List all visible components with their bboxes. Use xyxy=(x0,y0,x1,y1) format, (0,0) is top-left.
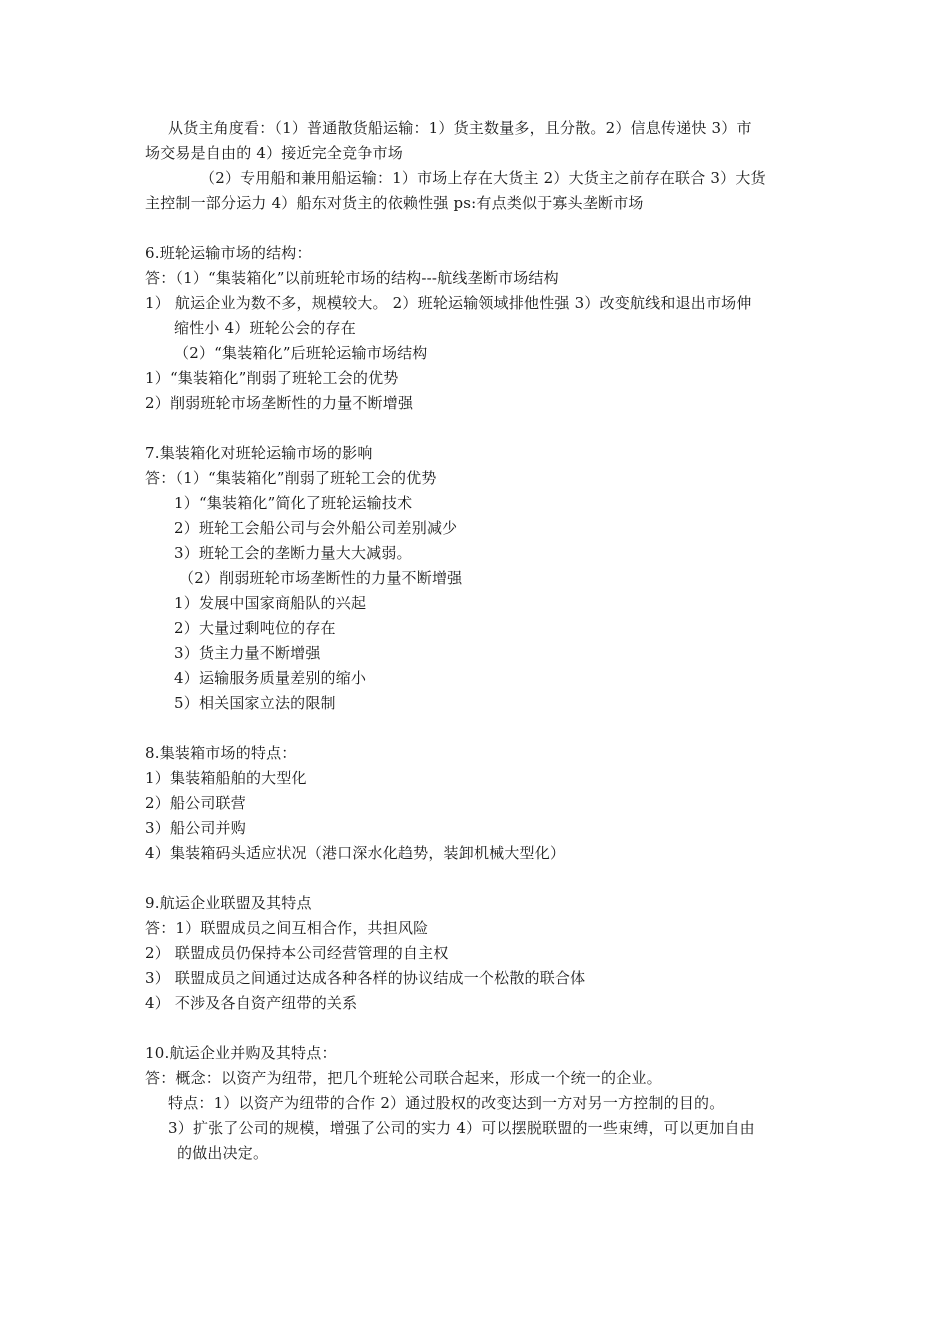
text-line: 答：概念：以资产为纽带，把几个班轮公司联合起来，形成一个统一的企业。 xyxy=(145,1069,662,1087)
section-heading: 7.集装箱化对班轮运输市场的影响 xyxy=(145,444,373,462)
section-heading: 8.集装箱市场的特点： xyxy=(145,744,297,762)
text-line: 2）船公司联营 xyxy=(145,794,246,812)
text-line: 4） 不涉及各自资产纽带的关系 xyxy=(145,994,358,1012)
text-line: 5）相关国家立法的限制 xyxy=(174,694,336,712)
text-line: 答：（1）“集装箱化”削弱了班轮工会的优势 xyxy=(145,469,437,487)
text-line: 3）货主力量不断增强 xyxy=(174,644,321,662)
text-line: （2）“集装箱化”后班轮运输市场结构 xyxy=(174,344,428,362)
section-heading: 9.航运企业联盟及其特点 xyxy=(145,894,312,912)
text-line: （2）削弱班轮市场垄断性的力量不断增强 xyxy=(179,569,463,587)
text-line: 的做出决定。 xyxy=(177,1144,269,1162)
text-line: 1）“集装箱化”简化了班轮运输技术 xyxy=(174,494,413,512)
text-line: 特点：1）以资产为纽带的合作 2）通过股权的改变达到一方对另一方控制的目的。 xyxy=(168,1094,725,1112)
text-line: 3）班轮工会的垄断力量大大减弱。 xyxy=(174,544,412,562)
text-line: （2）专用船和兼用船运输：1）市场上存在大货主 2）大货主之前存在联合 3）大货 xyxy=(200,169,766,187)
text-line: 4）集装箱码头适应状况（港口深水化趋势，装卸机械大型化） xyxy=(145,844,566,862)
text-line: 4）运输服务质量差别的缩小 xyxy=(174,669,367,687)
text-line: 1） 航运企业为数不多，规模较大。 2）班轮运输领域排他性强 3）改变航线和退出市场伸 xyxy=(145,294,752,312)
text-line: 1）集装箱船舶的大型化 xyxy=(145,769,307,787)
section-heading: 10.航运企业并购及其特点： xyxy=(145,1044,337,1062)
text-line: 3） 联盟成员之间通过达成各种各样的协议结成一个松散的联合体 xyxy=(145,969,586,987)
text-line: 主控制一部分运力 4）船东对货主的依赖性强 ps:有点类似于寡头垄断市场 xyxy=(145,194,644,212)
text-line: 2）班轮工会船公司与会外船公司差别减少 xyxy=(174,519,458,537)
text-line: 1）发展中国家商船队的兴起 xyxy=(174,594,367,612)
text-line: 2） 联盟成员仍保持本公司经营管理的自主权 xyxy=(145,944,449,962)
text-line: 3）船公司并购 xyxy=(145,819,246,837)
text-line: 缩性小 4）班轮公会的存在 xyxy=(174,319,356,337)
text-line: 答：1）联盟成员之间互相合作，共担风险 xyxy=(145,919,429,937)
text-line: 2）大量过剩吨位的存在 xyxy=(174,619,336,637)
text-line: 答：（1）“集装箱化”以前班轮市场的结构---航线垄断市场结构 xyxy=(145,269,559,287)
text-line: 1）“集装箱化”削弱了班轮工会的优势 xyxy=(145,369,399,387)
section-heading: 6.班轮运输市场的结构： xyxy=(145,244,312,262)
text-line: 场交易是自由的 4）接近完全竞争市场 xyxy=(145,144,403,162)
text-line: 从货主角度看：（1）普通散货船运输：1）货主数量多，且分散。2）信息传递快 3）市 xyxy=(168,119,752,137)
text-line: 2）削弱班轮市场垄断性的力量不断增强 xyxy=(145,394,414,412)
text-line: 3）扩张了公司的规模，增强了公司的实力 4）可以摆脱联盟的一些束缚，可以更加自由 xyxy=(168,1119,755,1137)
